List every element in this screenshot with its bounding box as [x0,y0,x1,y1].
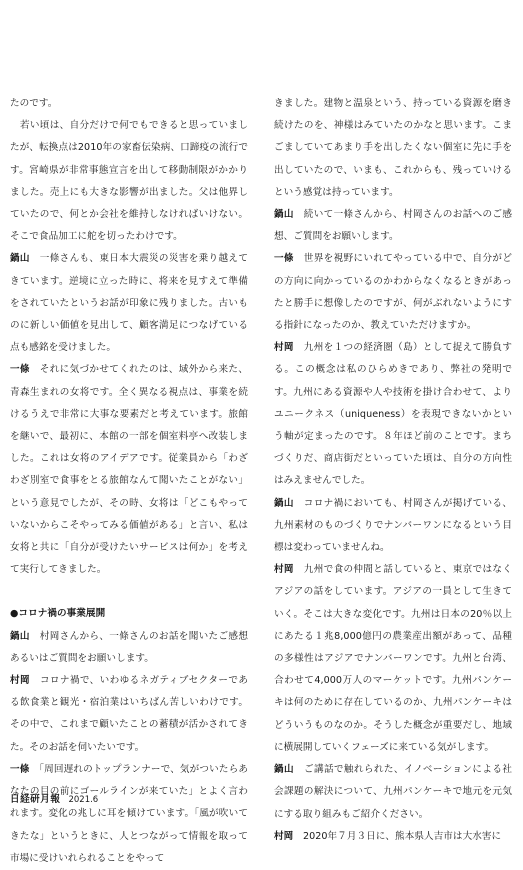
footer-issue-date: 2021.6 [68,795,99,805]
paragraph [10,670,248,759]
speaker-name: 一條 [10,763,30,775]
speaker-name: 一條 [10,364,30,376]
paragraph [274,826,512,848]
speaker-name: 鍋山 [274,764,294,776]
paragraph [274,248,512,337]
section-gap [10,581,248,603]
paragraph [10,359,248,581]
page-footer [10,791,98,805]
paragraph [10,626,248,670]
speaker-name: 村岡 [10,675,30,687]
left-column [10,93,248,870]
speaker-name: 鍋山 [10,253,30,265]
speaker-name: 一條 [274,253,294,265]
paragraph-text: きました。建物と温泉という、持っている資源を磨き続けたのを、神様はみていたのかなと思います。こまごましていてあまり手を出したくない個室に先に手を出していたので、いまも、これからも、残っていけるという感覚は持っています。 [274,98,512,198]
paragraph-text: 続いて一條さんから、村岡さんのお話へのご感想、ご質問をお願いします。 [274,209,512,243]
speaker-name: 鍋山 [274,209,294,221]
paragraph-text: 一條さんも、東日本大震災の災害を乗り越えてきています。逆境に立った時に、将来を見すえて準備をされていたというお話が印象に残りました。古いものに新しい価値を見出して、顧客満足につなげている点も感銘を受けました。 [10,253,248,354]
paragraph [274,337,512,492]
paragraph-text: 村岡さんから、一條さんのお話を聞いたご感想あるいはご質問をお願いします。 [10,630,248,664]
speaker-name: 村岡 [274,830,294,842]
speaker-name: 村岡 [274,564,294,576]
paragraph-text: 若い頃は、自分だけで何でもできると思っていましたが、転換点は2010年の家畜伝染病、口蹄疫の流行です。宮崎県が非常事態宣言を出して移動制限がかかりました。売上にも大きな影響が出ました。父は他界していたので、何とか会社を維持しなければいけない。そこで食品加工に舵を切ったわけです。 [10,120,248,243]
paragraph-text: 2020年７月３日に、熊本県人吉市は大水害に [293,830,502,842]
paragraph [10,115,248,248]
speaker-name: 鍋山 [274,497,294,509]
paragraph-text: コロナ禍で、いわゆるネガティブセクターである飲食業と観光・宿泊業はいちばん苦しいわけです。その中で、これまで顧いたことの蓄積が活かされてきた。そのお話を伺いたいです。 [10,675,248,753]
paragraph-text: 九州で食の仲間と話していると、東京ではなくアジアの話をしています。アジアの一員として生きていく。そこは大きな変化です。九州は日本の20％以上にあたる１兆8,000億円の農業産出額があって、品種の多様性はアジアでナンバーワンです。九州と台湾、合わせて4,000万人のマーケットです。九州パンケーキは何のために存在しているのか、九州パンケーキはどういうものなのか。そうした概念が重要だし、地域に横展開していくフェーズに来ている気がします。 [274,564,512,753]
paragraph-text: 「周回遅れのトップランナーで、気がついたらあなたの目の前にゴールラインが来ていた」とよく言われます。変化の兆しに耳を傾けています。「風が吹いてきたな」というときに、人とつながって情報を取って市場に受けいれられることをやって [10,763,248,864]
paragraph [274,93,512,204]
speaker-name: 鍋山 [10,630,30,642]
right-column [274,93,512,848]
speaker-name: 村岡 [274,342,294,354]
paragraph [274,493,512,560]
paragraph [274,759,512,826]
paragraph-text: 世界を視野にいれてやっている中で、自分がどの方向に向かっているのかわからなくなるときがあったと勝手に想像したのですが、何がぶれないようにする指針になったのか、教えていただけますか。 [274,253,512,332]
paragraph [10,248,248,359]
paragraph-text: 九州を１つの経済圏（島）として捉えて勝負する。この概念は私のひらめきであり、弊社の発明です。九州にある資源や人や技術を掛け合わせて、よりユニークネス（uniqueness）を表現できないかという軸が定まったのです。８年ほど前のことです。まちづくりだ、商店街だといっていた頃は、自分の方向性はみえませんでした。 [274,342,512,487]
paragraph [274,559,512,759]
paragraph-text: コロナ禍においても、村岡さんが掲げている、九州素材のものづくりでナンバーワンになるという目標は変わっていませんね。 [274,497,512,554]
paragraph [10,93,248,115]
paragraph-text: ご講話で触れられた、イノベーションによる社会課題の解決について、九州パンケーキで地元を元気にする取り組みもご紹介ください。 [274,764,512,820]
paragraph [274,204,512,248]
paragraph-text: それに気づかせてくれたのは、域外から来た、青森生まれの女将です。全く異なる視点は、事業を続けるうえで非常に大事な要素だと考えています。旅館を継いで、最初に、本館の一部を個室料亭へ改装しました。これは女将のアイデアです。従業員から「わざわざ別室で食事をとる旅館なんて聞いたことがない」という意見でしたが、その時、女将は「どこもやっていないからこそやってみる価値がある」と言い、私は女将と共に「自分が受けたいサービスは何か」を考えて実行してきました。 [10,364,248,576]
paragraph-text: たのです。 [10,98,58,109]
paragraph [10,759,248,870]
footer-journal-name: 日経研月報 [10,794,61,805]
section-heading: ●コロナ禍の事業展開 [10,608,106,620]
